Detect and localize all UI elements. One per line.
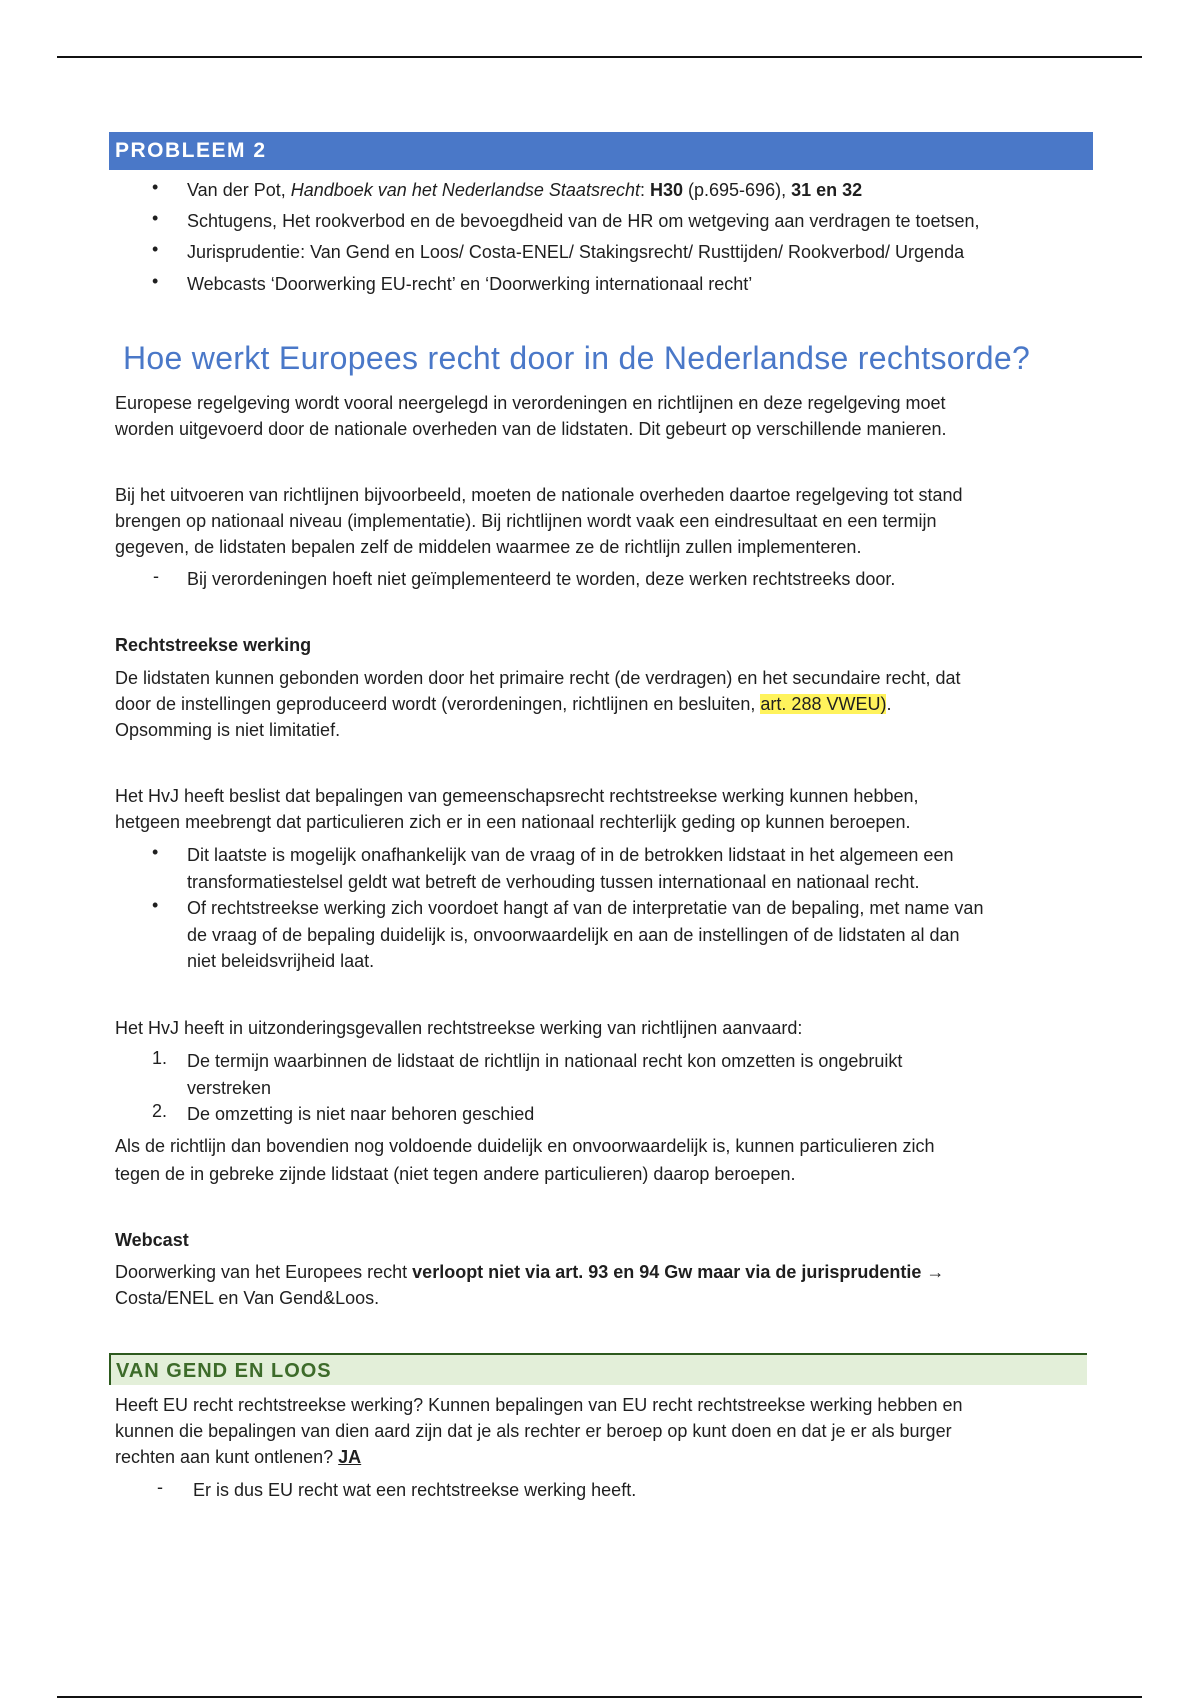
bullet-marker: • — [152, 842, 159, 862]
number-marker: 1. — [152, 1048, 168, 1068]
list-item: Of rechtstreekse werking zich voordoet hangt af van de interpretatie van de bepaling, met name van de vraag of de bepaling duidelijk is, onvoorwaardelijk en aan de instellingen of de lidstaten al dan niet beleidsvrijheid laat. — [187, 898, 984, 971]
source-item-4: Webcasts ‘Doorwerking EU-recht’ en ‘Doorwerking internationaal recht’ — [187, 274, 753, 294]
intro-line: brengen op nationaal niveau (implementatie). Bij richtlijnen wordt vaak een eindresultaat en een termijn — [115, 511, 937, 531]
bottom-rule — [57, 1696, 1142, 1698]
body-line: Costa/ENEL en Van Gend&Loos. — [115, 1288, 380, 1308]
intro-line: worden uitgevoerd door de nationale overheden van de lidstaten. Dit gebeurt op verschillende manieren. — [115, 419, 947, 439]
subheading-webcast: Webcast — [115, 1230, 189, 1250]
body-line: Opsomming is niet limitatief. — [115, 720, 341, 740]
number-marker: 2. — [152, 1101, 168, 1121]
body-line: door de instellingen geproduceerd wordt (verordeningen, richtlijnen en besluiten, art. 288 VWEU). — [115, 694, 892, 714]
body-line: kunnen die bepalingen van dien aard zijn dat je als rechter er beroep op kunt doen en dat je er als burger — [115, 1421, 952, 1441]
body-line: Doorwerking van het Europees recht verloopt niet via art. 93 en 94 Gw maar via de jurisprudentie → — [115, 1262, 945, 1282]
body-line: Het HvJ heeft beslist dat bepalingen van gemeenschapsrecht rechtstreekse werking kunnen hebben, — [115, 786, 919, 806]
body-line: tegen de in gebreke zijnde lidstaat (niet tegen andere particulieren) daarop beroepen. — [115, 1164, 796, 1184]
bullet-marker: • — [152, 271, 159, 291]
source-item-3: Jurisprudentie: Van Gend en Loos/ Costa-ENEL/ Stakingsrecht/ Rusttijden/ Rookverbod/ Urgenda — [187, 242, 965, 262]
bullet-marker: • — [152, 177, 159, 197]
body-line: Het HvJ heeft in uitzonderingsgevallen rechtstreekse werking van richtlijnen aanvaard: — [115, 1018, 803, 1038]
answer-ja: JA — [338, 1447, 362, 1467]
highlight-art-288: art. 288 VWEU) — [760, 694, 887, 714]
top-rule — [57, 56, 1142, 58]
intro-line: gegeven, de lidstaten bepalen zelf de middelen waarmee ze de richtlijn zullen implementeren. — [115, 537, 862, 557]
vgl-dash-item: Er is dus EU recht wat een rechtstreekse werking heeft. — [193, 1480, 637, 1500]
body-line: Als de richtlijn dan bovendien nog voldoende duidelijk en onvoorwaardelijk is, kunnen particulieren zich — [115, 1136, 935, 1156]
dash-marker: - — [153, 566, 159, 586]
intro-line: Bij het uitvoeren van richtlijnen bijvoorbeeld, moeten de nationale overheden daartoe regelgeving tot stand — [115, 485, 963, 505]
body-line: rechten aan kunt ontlenen? JA — [115, 1447, 362, 1467]
bullet-marker: • — [152, 208, 159, 228]
source-item-2: Schtugens, Het rookverbod en de bevoegdheid van de HR om wetgeving aan verdragen te toetsen, — [187, 211, 980, 231]
body-line: Heeft EU recht rechtstreekse werking? Kunnen bepalingen van EU recht rechtstreekse werking hebben en — [115, 1395, 963, 1415]
intro-dash-item: Bij verordeningen hoeft niet geïmplementeerd te worden, deze werken rechtstreeks door. — [187, 569, 896, 589]
body-line: hetgeen meebrengt dat particulieren zich er in een nationaal rechterlijk geding op kunnen beroepen. — [115, 812, 911, 832]
numbered-item-1: De termijn waarbinnen de lidstaat de richtlijn in nationaal recht kon omzetten is ongebruikt verstreken — [187, 1051, 903, 1098]
section-banner-van-gend-en-loos: VAN GEND EN LOOS — [109, 1353, 1087, 1385]
body-line: De lidstaten kunnen gebonden worden door het primaire recht (de verdragen) en het secundaire recht, dat — [115, 668, 961, 688]
page-heading: Hoe werkt Europees recht door in de Nederlandse rechtsorde? — [123, 340, 1031, 376]
section-banner-probleem-2: PROBLEEM 2 — [109, 132, 1093, 170]
numbered-item-2: De omzetting is niet naar behoren geschied — [187, 1104, 535, 1124]
subheading-rechtstreekse-werking: Rechtstreekse werking — [115, 635, 312, 655]
intro-line: Europese regelgeving wordt vooral neergelegd in verordeningen en richtlijnen en deze regelgeving moet — [115, 393, 946, 413]
source-item-1: Van der Pot, Handboek van het Nederlandse Staatsrecht: H30 (p.695-696), 31 en 32 — [187, 180, 863, 200]
dash-marker: - — [157, 1477, 163, 1497]
bullet-marker: • — [152, 895, 159, 915]
bullet-marker: • — [152, 239, 159, 259]
list-item: Dit laatste is mogelijk onafhankelijk van de vraag of in de betrokken lidstaat in het algemeen een transformatiestelsel geldt wat betreft de verhouding tussen internationaal en nationaal recht. — [187, 845, 954, 892]
